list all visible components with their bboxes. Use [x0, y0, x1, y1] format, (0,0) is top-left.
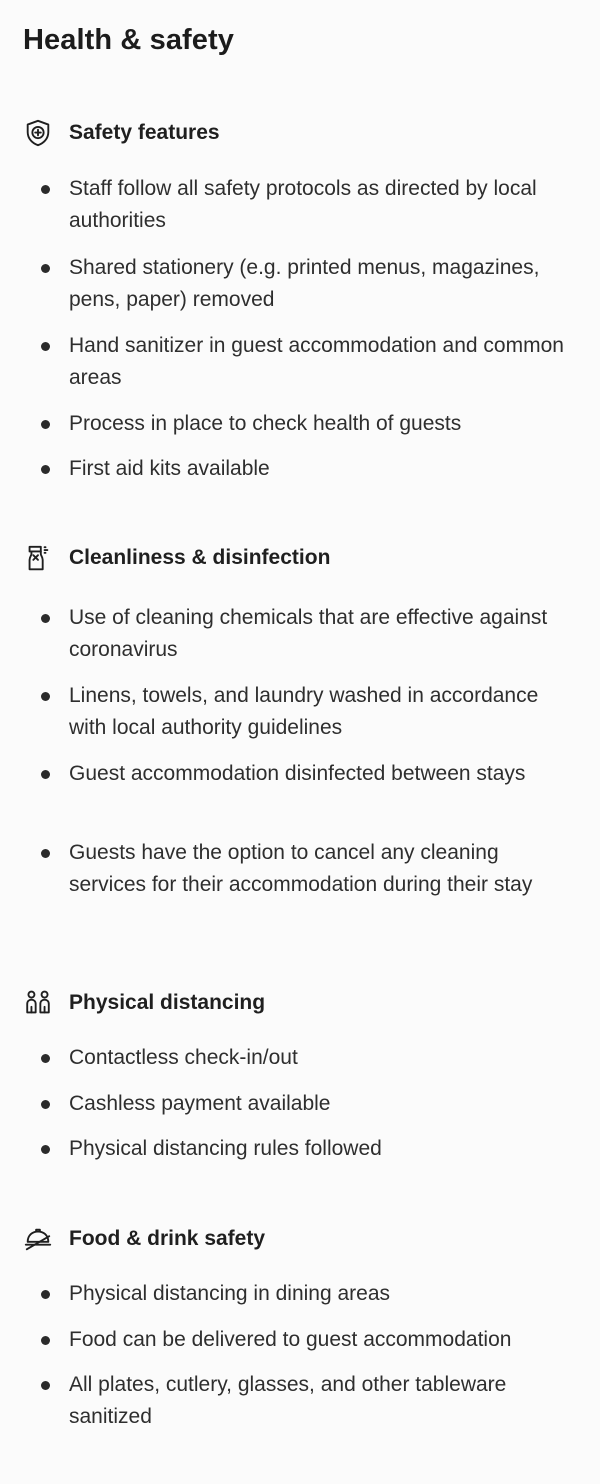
list-item-text: Physical distancing rules followed [69, 1137, 382, 1160]
list-item-text: First aid kits available [69, 457, 270, 480]
spray-bottle-icon [22, 542, 54, 574]
list-item-text: Staff follow all safety protocols as directed by local authorities [69, 177, 537, 232]
list-item-text: Shared stationery (e.g. printed menus, magazines, pens, paper) removed [69, 256, 540, 311]
bullet [41, 614, 50, 623]
list-item-text: Linens, towels, and laundry washed in accordance with local authority guidelines [69, 684, 539, 739]
section-safety-features [0, 113, 600, 480]
section-title: Food & drink safety [69, 1227, 266, 1250]
bullet [41, 770, 50, 779]
bullet [41, 342, 50, 351]
list-item-text: Cashless payment available [69, 1092, 331, 1115]
list-item-text: Hand sanitizer in guest accommodation and common areas [69, 334, 564, 389]
section-header [0, 113, 600, 153]
bullet [41, 420, 50, 429]
list-item-text: Guests have the option to cancel any cleaning services for their accommodation during their stay [69, 841, 533, 896]
list-item-text: Use of cleaning chemicals that are effective against coronavirus [69, 606, 548, 661]
page-title: Health & safety [23, 24, 235, 56]
section-header [0, 1219, 600, 1259]
bullet [41, 692, 50, 701]
section-food-drink-safety [0, 1219, 600, 1428]
bullet [41, 1054, 50, 1063]
bullet [41, 849, 50, 858]
bullet [41, 1336, 50, 1345]
list-item-text: Contactless check-in/out [69, 1046, 298, 1069]
bullet [41, 185, 50, 194]
section-cleanliness-disinfection [0, 538, 600, 896]
list-item-text: Physical distancing in dining areas [69, 1282, 391, 1305]
section-title: Physical distancing [69, 991, 266, 1014]
bullet [41, 264, 50, 273]
section-title: Safety features [69, 121, 220, 144]
bullet [41, 1381, 50, 1390]
food-cloche-icon [22, 1223, 54, 1255]
section-header [0, 983, 600, 1023]
bullet [41, 1145, 50, 1154]
section-physical-distancing [0, 983, 600, 1160]
section-title: Cleanliness & disinfection [69, 546, 331, 569]
bullet [41, 465, 50, 474]
shield-plus-icon [22, 117, 54, 149]
people-distancing-icon [22, 987, 54, 1019]
list-item-text: All plates, cutlery, glasses, and other tableware sanitized [69, 1373, 507, 1428]
list-item-text: Food can be delivered to guest accommodation [69, 1328, 512, 1351]
list-item-text: Process in place to check health of guests [69, 412, 462, 435]
bullet [41, 1100, 50, 1109]
list-item-text: Guest accommodation disinfected between stays [69, 762, 526, 785]
section-header [0, 538, 600, 578]
bullet [41, 1290, 50, 1299]
